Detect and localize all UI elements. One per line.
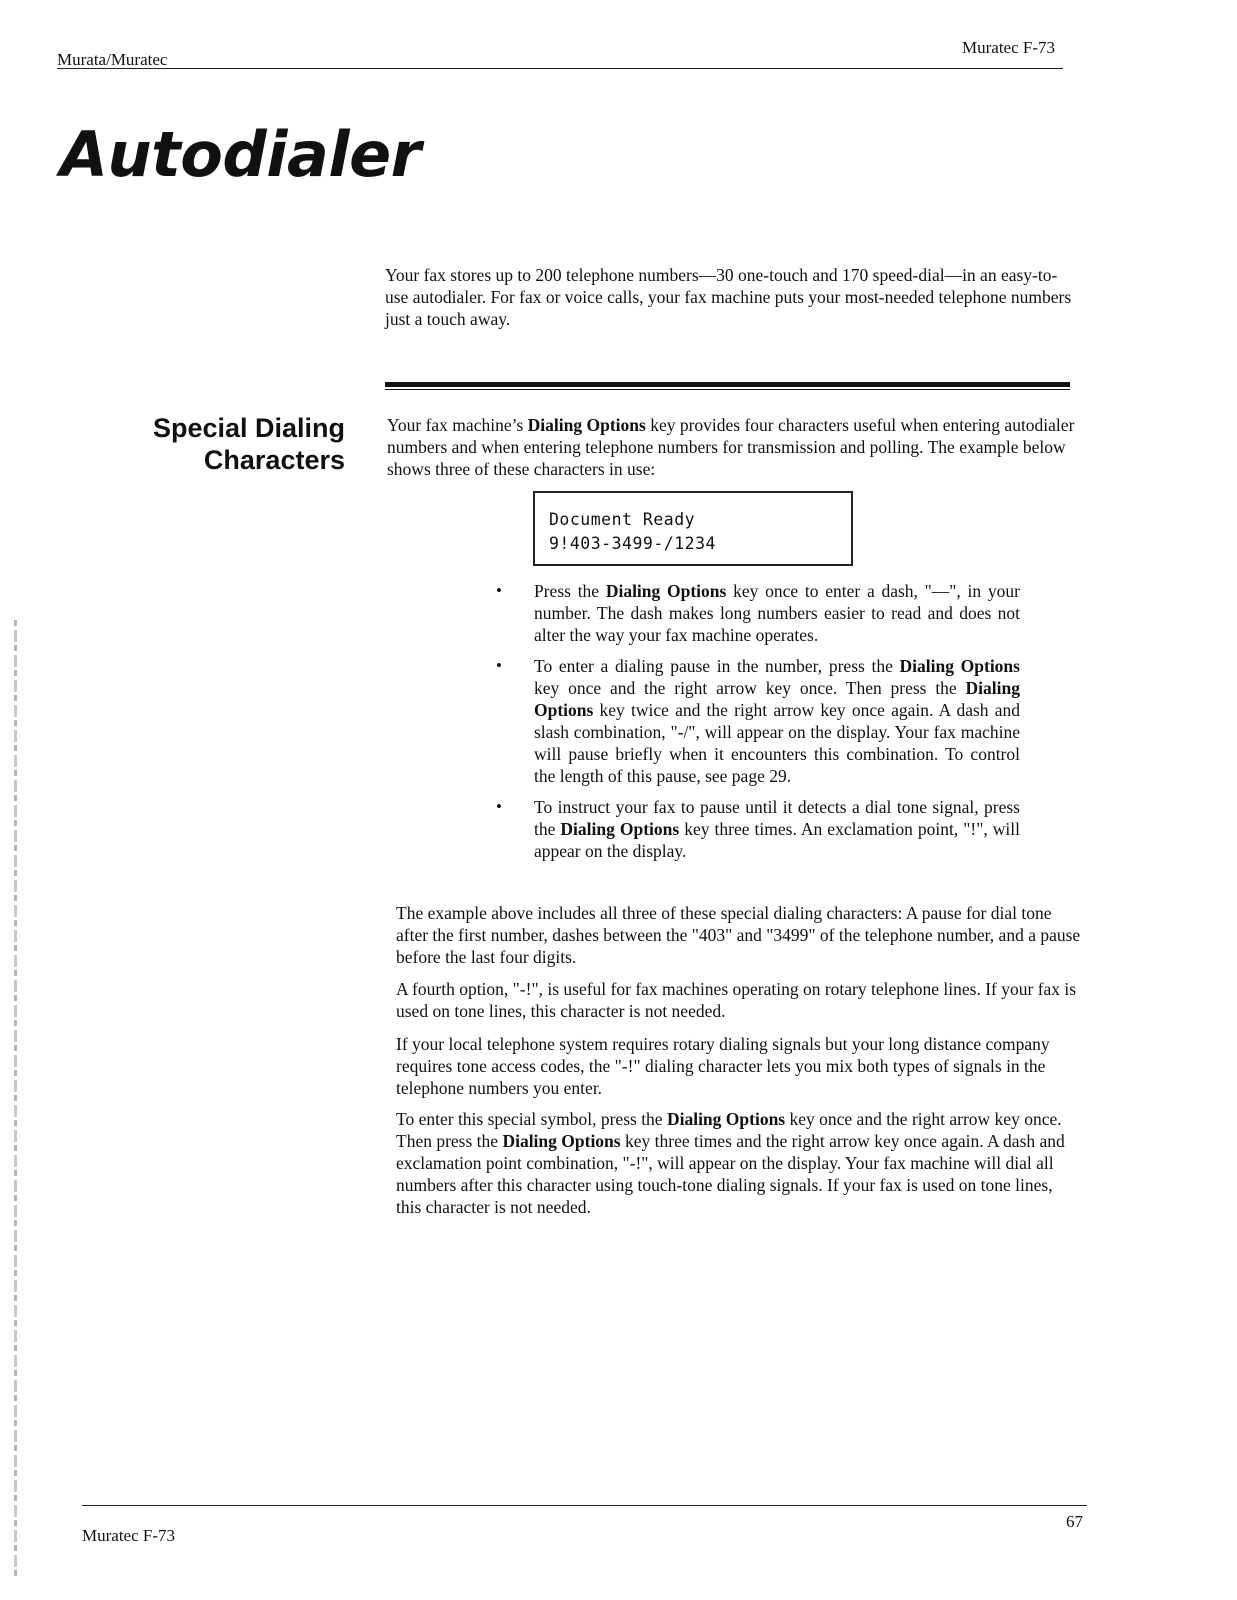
paragraph-text: A fourth option, "-!", is useful for fax machines operating on rotary telephone lines. If your fax is used on tone lines, this character is not needed. xyxy=(396,979,1077,1021)
paragraph-text: The example above includes all three of these special dialing characters: A pause for dial tone after the first number, dashes between the "403" and "3499" of the telephone number, and a pause before the last four digits. xyxy=(396,903,1081,967)
bullet-icon: • xyxy=(496,656,502,675)
paragraph-key-name: Dialing Options xyxy=(502,1131,621,1151)
paragraph-text: key once and the right arrow key once. Then press the xyxy=(396,1109,1062,1151)
display-line-2: 9!403-3499-/1234 xyxy=(549,534,716,553)
running-footer-left: Muratec F-73 xyxy=(82,1526,176,1545)
scan-edge-artifact xyxy=(14,620,17,1580)
bullet-key-name: Dialing Options xyxy=(534,678,1020,720)
paragraph-text: To enter this special symbol, press the xyxy=(396,1109,667,1129)
bullet-text: key once and the right arrow key once. Then press the xyxy=(534,678,966,698)
bullet-text: Press the xyxy=(534,581,606,601)
bullet-key-name: Dialing Options xyxy=(899,656,1020,676)
display-line-1: Document Ready xyxy=(549,510,696,529)
bullet-text: key twice and the right arrow key once again. A dash and slash combination, "-/", will appear on the display. Your fax machine will pause briefly when it encounters this combination. To control the length of this pause, see page 29. xyxy=(534,700,1020,786)
bullet-text: key three times. An exclamation point, "!", will appear on the display. xyxy=(534,819,1020,861)
section-heading xyxy=(100,412,345,476)
body-paragraph xyxy=(396,1033,1081,1099)
page-number: 67 xyxy=(1066,1512,1083,1531)
intro-paragraph: Your fax stores up to 200 telephone numbers—30 one-touch and 170 speed-dial—in an easy-to-use autodialer. For fax or voice calls, your fax machine puts your most-needed telephone numbers just a touch away. xyxy=(385,265,1072,329)
bullet-text: To enter a dialing pause in the number, press the xyxy=(534,656,900,676)
bullet-text: key once to enter a dash, "—", in your number. The dash makes long numbers easier to read and does not alter the way your fax machine operates. xyxy=(534,581,1020,645)
running-header-right: Muratec F-73 xyxy=(962,38,1056,57)
paragraph-text: key three times and the right arrow key once again. A dash and exclamation point combination, "-!", will appear on the display. Your fax machine will dial all numbers after this character using touch-tone dialing signals. If your fax is used on tone lines, this character is not needed. xyxy=(396,1131,1065,1217)
running-header-left: Murata/Muratec xyxy=(57,50,168,69)
bullet-key-name: Dialing Options xyxy=(605,581,727,601)
body-paragraph xyxy=(396,1108,1081,1218)
section-heading-line1: Special Dialing xyxy=(152,413,345,443)
footer-divider xyxy=(82,1505,1087,1506)
body-paragraph xyxy=(396,902,1081,968)
bullet-item xyxy=(490,580,1020,646)
section-lead-paragraph xyxy=(387,414,1077,480)
bullet-list xyxy=(490,580,1020,871)
paragraph-text: If your local telephone system requires rotary dialing signals but your long distance company requires tone access codes, the "-!" dialing character lets you mix both types of signals in the telephone numbers you enter. xyxy=(396,1034,1050,1098)
bullet-item xyxy=(490,796,1020,862)
lead-key-name: Dialing Options xyxy=(527,415,646,435)
body-paragraph xyxy=(396,978,1081,1022)
bullet-key-name: Dialing Options xyxy=(560,819,680,839)
section-divider-thin xyxy=(385,389,1070,390)
header-divider xyxy=(57,68,1063,69)
paragraph-key-name: Dialing Options xyxy=(666,1109,786,1129)
section-divider xyxy=(385,382,1070,387)
lcd-display-example xyxy=(533,491,853,566)
bullet-icon: • xyxy=(496,581,502,600)
bullet-icon: • xyxy=(496,797,502,816)
lead-text-after: key provides four characters useful when entering autodialer numbers and when entering telephone numbers for transmission and polling. The example below shows three of these characters in use: xyxy=(387,415,1075,479)
bullet-text: To instruct your fax to pause until it detects a dial tone signal, press the xyxy=(534,797,1020,839)
section-heading-line2: Characters xyxy=(203,445,345,475)
lead-text-before: Your fax machine’s xyxy=(387,415,528,435)
bullet-item xyxy=(490,655,1020,787)
page-title: Autodialer xyxy=(60,118,421,191)
